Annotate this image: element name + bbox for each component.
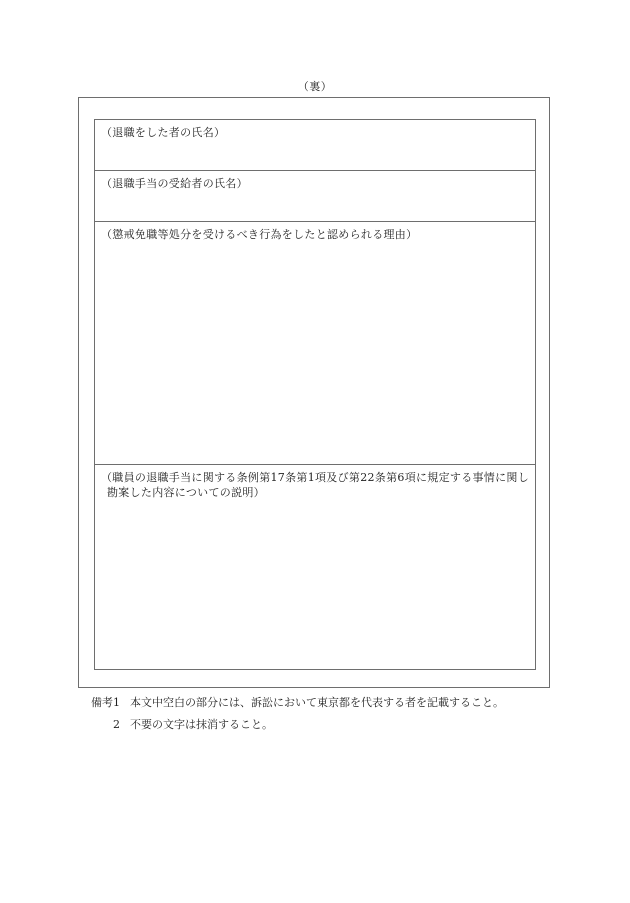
form-row-circumstances-explanation: [95, 465, 535, 669]
row-label-text: （退職手当の受給者の氏名）: [101, 177, 248, 190]
row-label: [101, 176, 529, 191]
row-label-text: （職員の退職手当に関する条例第17条第1項及び第22条第6項に規定する事情に関し: [101, 471, 529, 484]
remarks-section: [78, 692, 558, 736]
row-label: [101, 227, 529, 242]
page-heading: （裏）: [297, 80, 333, 93]
form-table: [94, 119, 536, 670]
remark-item: [78, 714, 558, 736]
recipient-name-field[interactable]: [101, 195, 529, 217]
remark-number: 2: [113, 718, 120, 731]
disciplinary-reason-field[interactable]: [101, 246, 529, 460]
form-row-disciplinary-reason: [95, 222, 535, 465]
row-label-text-line2: 勘案した内容についての説明）: [107, 486, 265, 499]
form-row-retiree-name: [95, 120, 535, 171]
form-row-recipient-name: [95, 171, 535, 222]
remark-number: 備考1: [91, 696, 120, 709]
row-label: [101, 125, 529, 140]
remark-text: 本文中空白の部分には、訴訟において東京都を代表する者を記載すること。: [130, 696, 504, 709]
remark-text: 不要の文字は抹消すること。: [130, 718, 273, 731]
row-label-text: （懲戒免職等処分を受けるべき行為をしたと認められる理由）: [101, 228, 418, 241]
retiree-name-field[interactable]: [101, 144, 529, 166]
row-label-text: （退職をした者の氏名）: [101, 126, 226, 139]
row-label: [101, 470, 529, 500]
circumstances-explanation-field[interactable]: [101, 505, 529, 665]
remark-item: [78, 692, 558, 714]
